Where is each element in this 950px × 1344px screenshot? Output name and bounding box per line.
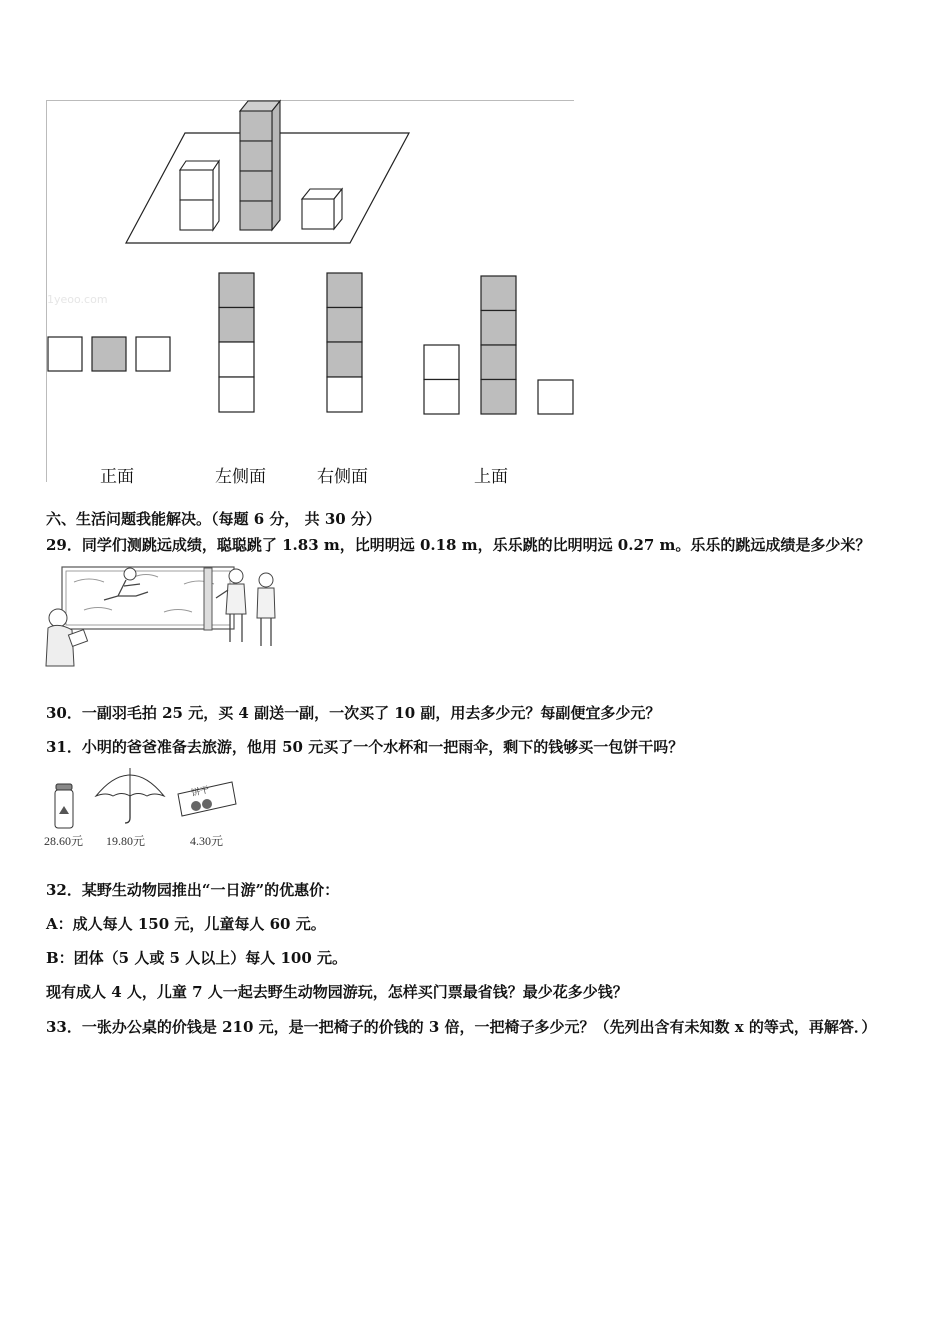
price-biscuit: 4.30元 (190, 834, 224, 848)
watermark-text: 1yeoo.com (47, 293, 108, 306)
cube-stack-left (180, 161, 219, 230)
label-top-view: 上面 (474, 467, 508, 487)
question-33: 33．一张办公桌的价钱是 210 元，是一把椅子的价钱的 3 倍，一把椅子多少元？（先列出含有未知数 x 的等式，再解答．） (46, 1018, 877, 1036)
label-right-side-view: 右侧面 (317, 467, 368, 487)
question-32-question: 现有成人 4 人，儿童 7 人一起去野生动物园游玩，怎样买门票最省钱？最少花多少钱？ (46, 983, 628, 1001)
long-jump-illustration (44, 562, 284, 672)
section-six-title: 六、生活问题我能解决。（每题 6 分， 共 30 分） (46, 510, 381, 528)
question-30: 30．一副羽毛拍 25 元，买 4 副送一副，一次买了 10 副，用去多少元？每副便宜多少元？ (46, 704, 661, 722)
cube-single-right (302, 189, 342, 229)
umbrella-icon (94, 766, 166, 824)
cube-figure-svg (0, 0, 600, 500)
price-water-bottle: 28.60元 (44, 834, 84, 848)
question-31: 31．小明的爸爸准备去旅游，他用 50 元买了一个水杯和一把雨伞，剩下的钱够买一包饼干吗？ (46, 738, 684, 756)
label-front-view: 正面 (100, 467, 134, 487)
top-view (424, 276, 573, 414)
left-side-view (219, 273, 254, 412)
biscuit-pack-icon (176, 780, 238, 820)
cube-stack-middle (240, 101, 280, 230)
label-left-side-view: 左侧面 (215, 467, 266, 487)
price-umbrella: 19.80元 (106, 834, 146, 848)
question-32-option-b: B：团体（5 人或 5 人以上）每人 100 元。 (46, 949, 347, 967)
question-32-option-a: A：成人每人 150 元，儿童每人 60 元。 (46, 915, 326, 933)
question-29: 29．同学们测跳远成绩，聪聪跳了 1.83 m，比明明远 0.18 m，乐乐跳的比明明远 0.27 m。乐乐的跳远成绩是多少米？ (46, 536, 871, 554)
cube-figure (0, 0, 600, 500)
water-bottle-icon (52, 782, 76, 830)
question-32-intro: 32．某野生动物园推出“一日游”的优惠价： (46, 881, 340, 899)
right-side-view (327, 273, 362, 412)
front-view (48, 337, 170, 371)
biscuit-pack-label: 饼干 (190, 785, 211, 799)
